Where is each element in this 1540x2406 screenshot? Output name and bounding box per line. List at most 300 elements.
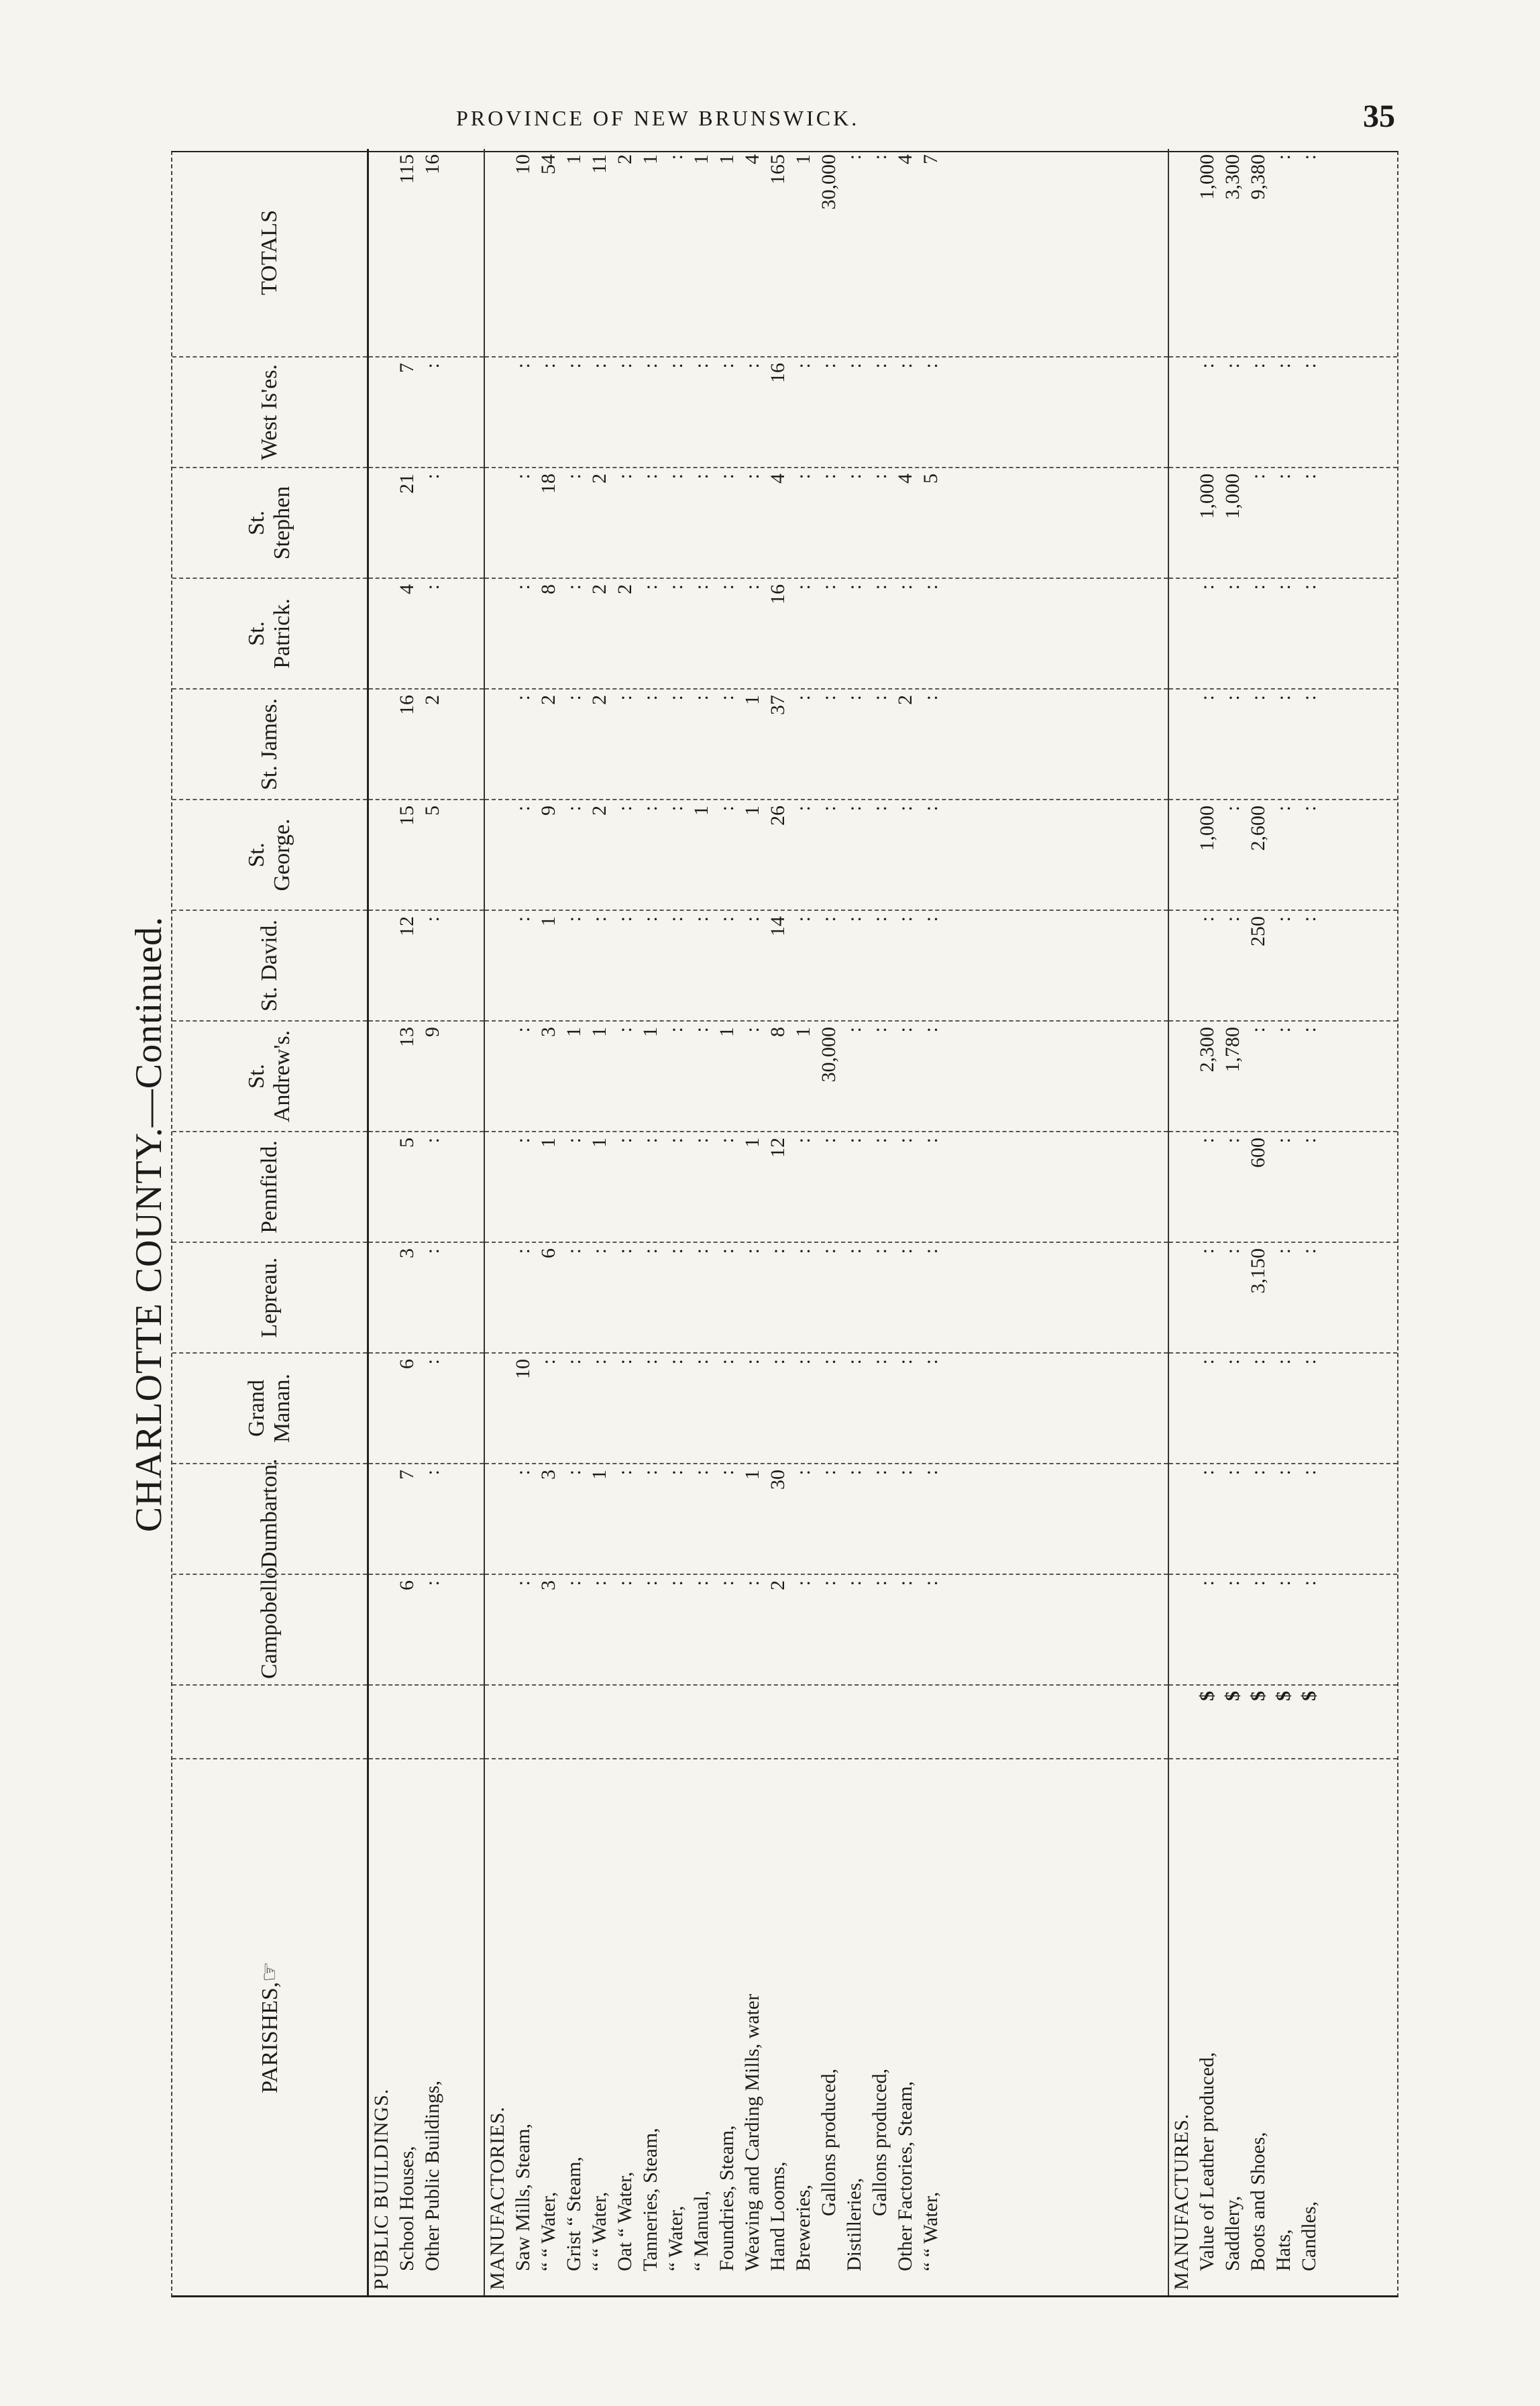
total-value: 1,000: [1196, 154, 1219, 200]
cell-value: :: [421, 1470, 443, 1476]
parish-value-column: [484, 468, 1169, 578]
cell-value: 1: [715, 1027, 738, 1037]
cell-value: :: [613, 474, 636, 480]
cell-value: :: [1221, 1248, 1244, 1254]
cell-value: :: [919, 806, 942, 812]
parish-value-column: [1168, 468, 1397, 578]
cell-value: :: [537, 363, 559, 369]
total-value: :: [868, 154, 891, 160]
column-header-parish: St. Patrick.: [172, 578, 368, 689]
cell-value: :: [664, 695, 687, 701]
column-header-parish: Dumbarton.: [172, 1464, 368, 1574]
parish-value-column: [484, 357, 1169, 468]
cell-value: :: [842, 584, 865, 590]
total-value: 11: [588, 154, 610, 174]
cell-value: 2: [613, 584, 636, 594]
column-header-parish: St. James.: [172, 689, 368, 800]
total-value: 10: [511, 154, 534, 174]
cell-value: 1,780: [1221, 1027, 1244, 1073]
parish-value-column: [1168, 910, 1397, 1021]
row-label: Weaving and Carding Mills, water: [740, 1993, 763, 2271]
cell-value: 26: [766, 806, 789, 826]
cell-value: :: [1298, 1359, 1321, 1365]
cell-value: 1: [639, 1027, 661, 1037]
cell-value: :: [588, 1359, 610, 1365]
cell-value: :: [868, 363, 891, 369]
row-label: Other Public Buildings,: [421, 2080, 443, 2271]
cell-value: :: [511, 806, 534, 812]
cell-value: :: [588, 1580, 610, 1586]
parish-value-column: [484, 1464, 1169, 1574]
cell-value: :: [421, 1359, 443, 1365]
cell-value: :: [1272, 1359, 1295, 1365]
cell-value: :: [421, 916, 443, 922]
cell-value: 6: [537, 1248, 559, 1258]
cell-value: :: [562, 363, 585, 369]
cell-value: :: [715, 474, 738, 480]
cell-value: 37: [766, 695, 789, 715]
cell-value: :: [868, 1359, 891, 1365]
parish-value-column: [368, 1242, 484, 1353]
cell-value: 16: [766, 363, 789, 383]
cell-value: 1: [588, 1470, 610, 1480]
cell-value: :: [1221, 1138, 1244, 1144]
cell-value: :: [715, 1248, 738, 1254]
row-label: Grist “ Steam,: [562, 2156, 585, 2271]
cell-value: :: [639, 695, 661, 701]
dollar-sign: [420, 1691, 445, 1753]
cell-value: :: [639, 1138, 661, 1144]
cell-value: :: [817, 695, 840, 701]
cell-value: :: [919, 363, 942, 369]
parish-value-column: [368, 800, 484, 910]
cell-value: :: [1247, 363, 1270, 369]
row-label: “ “ Water,: [919, 2191, 942, 2271]
cell-value: 250: [1247, 916, 1270, 946]
parish-value-column: [1168, 1242, 1397, 1353]
section-labels: [368, 1759, 484, 2295]
row-label: Saw Mills, Steam,: [511, 2123, 534, 2271]
row-label: Oat “ Water,: [613, 2171, 636, 2271]
cell-value: :: [868, 806, 891, 812]
cell-value: :: [715, 1470, 738, 1476]
cell-value: :: [421, 474, 443, 480]
cell-value: 1: [690, 806, 712, 816]
cell-value: 2: [588, 584, 610, 594]
cell-value: :: [1272, 1248, 1295, 1254]
cell-value: :: [1272, 584, 1295, 590]
cell-value: :: [639, 1248, 661, 1254]
cell-value: 2: [766, 1580, 789, 1590]
cell-value: :: [690, 363, 712, 369]
cell-value: :: [664, 1470, 687, 1476]
cell-value: :: [1221, 916, 1244, 922]
cell-value: :: [791, 1138, 814, 1144]
cell-value: 2: [537, 695, 559, 705]
cell-value: 4: [893, 474, 916, 484]
cell-value: 21: [396, 474, 418, 494]
cell-value: :: [1272, 695, 1295, 701]
cell-value: :: [690, 1027, 712, 1033]
cell-value: :: [791, 1248, 814, 1254]
cell-value: :: [588, 1248, 610, 1254]
cell-value: 1,000: [1196, 474, 1219, 519]
cell-value: :: [1247, 1359, 1270, 1365]
cell-value: :: [715, 584, 738, 590]
cell-value: :: [421, 1248, 443, 1254]
cell-value: :: [690, 474, 712, 480]
cell-value: :: [613, 1248, 636, 1254]
cell-value: :: [842, 916, 865, 922]
cell-value: :: [893, 1027, 916, 1033]
column-header-totals: TOTALS: [172, 149, 368, 357]
cell-value: :: [791, 1470, 814, 1476]
parish-value-column: [484, 1242, 1169, 1353]
cell-value: 30: [766, 1470, 789, 1490]
cell-value: :: [791, 806, 814, 812]
parish-value-column: [484, 800, 1169, 910]
cell-value: :: [537, 1359, 559, 1365]
cell-value: :: [613, 695, 636, 701]
total-value: 1: [639, 154, 661, 164]
cell-value: :: [893, 584, 916, 590]
parish-value-column: [368, 357, 484, 468]
cell-value: 2: [588, 806, 610, 816]
section-band: [484, 149, 1169, 2295]
cell-value: :: [613, 1027, 636, 1033]
cell-value: :: [817, 1359, 840, 1365]
census-table-wrapper: [171, 151, 1398, 2297]
cell-value: :: [740, 1027, 763, 1033]
section-band: [368, 149, 484, 2295]
parish-value-column: [484, 1353, 1169, 1464]
total-value: 16: [421, 154, 443, 174]
total-value: 30,000: [817, 154, 840, 210]
cell-value: :: [1272, 363, 1295, 369]
parish-value-column: [368, 1132, 484, 1242]
cell-value: :: [1221, 1470, 1244, 1476]
cell-value: :: [868, 1027, 891, 1033]
cell-value: 2: [421, 695, 443, 705]
column-header-parish: West Is'es.: [172, 357, 368, 468]
cell-value: :: [639, 363, 661, 369]
cell-value: 9: [537, 806, 559, 816]
cell-value: 2: [893, 695, 916, 705]
cell-value: :: [613, 1359, 636, 1365]
row-label: Candles,: [1298, 2201, 1321, 2271]
total-value: 1: [791, 154, 814, 164]
cell-value: :: [613, 916, 636, 922]
cell-value: :: [919, 584, 942, 590]
cell-value: :: [1298, 1470, 1321, 1476]
row-label: Saddlery,: [1221, 2195, 1244, 2271]
cell-value: 3: [537, 1580, 559, 1590]
cell-value: 7: [396, 363, 418, 373]
cell-value: :: [1247, 1470, 1270, 1476]
cell-value: 13: [396, 1027, 418, 1047]
cell-value: 3,150: [1247, 1248, 1270, 1294]
cell-value: :: [1298, 695, 1321, 701]
total-value: 4: [740, 154, 763, 164]
parish-value-column: [484, 1574, 1169, 1685]
cell-value: :: [1196, 1580, 1219, 1586]
column-header-parish: Campobello.: [172, 1574, 368, 1685]
cell-value: :: [690, 916, 712, 922]
cell-value: :: [562, 1580, 585, 1586]
cell-value: :: [511, 363, 534, 369]
row-label: Value of Leather produced,: [1196, 2052, 1219, 2271]
cell-value: 1: [740, 1470, 763, 1480]
cell-value: :: [1196, 1248, 1219, 1254]
cell-value: :: [893, 1248, 916, 1254]
cell-value: 1,000: [1196, 806, 1219, 851]
cell-value: :: [639, 916, 661, 922]
column-header-parish: St. Stephen: [172, 468, 368, 578]
cell-value: :: [664, 1138, 687, 1144]
cell-value: :: [893, 363, 916, 369]
cell-value: :: [421, 1138, 443, 1144]
totals-column: [484, 149, 1169, 357]
row-label: Foundries, Steam,: [715, 2125, 738, 2271]
cell-value: :: [842, 1359, 865, 1365]
cell-value: :: [791, 1359, 814, 1365]
cell-value: :: [1221, 363, 1244, 369]
cell-value: :: [562, 1138, 585, 1144]
row-label: Gallons produced,: [868, 2069, 891, 2216]
cell-value: :: [1298, 916, 1321, 922]
cell-value: :: [740, 363, 763, 369]
dollar-sign-column: [484, 1685, 1169, 1759]
cell-value: :: [1298, 474, 1321, 480]
cell-value: :: [868, 584, 891, 590]
dollar-sign-column: [368, 1685, 484, 1759]
cell-value: :: [919, 1138, 942, 1144]
cell-value: :: [893, 1138, 916, 1144]
cell-value: :: [919, 916, 942, 922]
cell-value: 1: [740, 695, 763, 705]
dollar-sign: $: [1221, 1691, 1244, 1701]
cell-value: :: [511, 916, 534, 922]
column-header-parish: Lepreau.: [172, 1242, 368, 1353]
cell-value: :: [868, 1580, 891, 1586]
total-value: 3,300: [1221, 154, 1244, 200]
cell-value: 9: [421, 1027, 443, 1037]
cell-value: :: [639, 806, 661, 812]
column-header-parish: Grand Manan.: [172, 1353, 368, 1464]
section-heading: MANUFACTORIES.: [486, 2106, 508, 2290]
cell-value: :: [664, 1580, 687, 1586]
row-label: Hats,: [1272, 2229, 1295, 2271]
cell-value: 12: [766, 1138, 789, 1158]
cell-value: :: [817, 806, 840, 812]
cell-value: :: [1221, 584, 1244, 590]
cell-value: 6: [396, 1359, 418, 1369]
cell-value: 8: [537, 584, 559, 594]
cell-value: :: [817, 1470, 840, 1476]
cell-value: :: [613, 1138, 636, 1144]
cell-value: 30,000: [817, 1027, 840, 1083]
cell-value: :: [690, 584, 712, 590]
column-header-parish: St. Andrew's.: [172, 1021, 368, 1132]
cell-value: :: [740, 1580, 763, 1586]
parish-value-column: [368, 689, 484, 800]
cell-value: :: [817, 1580, 840, 1586]
cell-value: :: [1298, 806, 1321, 812]
cell-value: :: [817, 1248, 840, 1254]
parish-value-column: [368, 910, 484, 1021]
cell-value: 2,600: [1247, 806, 1270, 851]
section-band: [1168, 149, 1397, 2295]
cell-value: :: [919, 1359, 942, 1365]
cell-value: :: [511, 1470, 534, 1476]
total-value: 4: [893, 154, 916, 164]
cell-value: :: [791, 363, 814, 369]
cell-value: :: [791, 695, 814, 701]
cell-value: 14: [766, 916, 789, 936]
cell-value: 1: [740, 1138, 763, 1148]
cell-value: :: [868, 916, 891, 922]
cell-value: :: [842, 474, 865, 480]
cell-value: 1: [791, 1027, 814, 1037]
cell-value: :: [1272, 1580, 1295, 1586]
cell-value: :: [893, 916, 916, 922]
totals-column: [368, 149, 484, 357]
header-row: [172, 149, 368, 2295]
cell-value: :: [1298, 1027, 1321, 1033]
cell-value: :: [613, 1580, 636, 1586]
cell-value: :: [639, 474, 661, 480]
total-value: 54: [537, 154, 559, 174]
total-value: :: [664, 154, 687, 160]
parish-value-column: [368, 468, 484, 578]
cell-value: :: [1196, 916, 1219, 922]
cell-value: :: [715, 695, 738, 701]
section-heading: MANUFACTURES.: [1170, 2113, 1193, 2290]
dollar-sign: [510, 1691, 536, 1753]
cell-value: 1: [537, 1138, 559, 1148]
dollar-sign: [816, 1691, 842, 1753]
cell-value: :: [791, 916, 814, 922]
cell-value: :: [842, 695, 865, 701]
dollar-sign: [714, 1691, 740, 1753]
dollar-sign: [740, 1691, 765, 1753]
parish-value-column: [1168, 1132, 1397, 1242]
cell-value: :: [791, 474, 814, 480]
cell-value: :: [868, 1470, 891, 1476]
cell-value: :: [690, 1248, 712, 1254]
cell-value: :: [868, 695, 891, 701]
cell-value: 1: [562, 1027, 585, 1037]
cell-value: :: [868, 1138, 891, 1144]
parish-value-column: [368, 1021, 484, 1132]
dollar-sign: [867, 1691, 893, 1753]
cell-value: :: [1196, 1138, 1219, 1144]
dollar-sign: $: [1272, 1691, 1295, 1701]
cell-value: :: [588, 916, 610, 922]
cell-value: :: [1247, 474, 1270, 480]
cell-value: :: [842, 1470, 865, 1476]
total-value: :: [1298, 154, 1321, 160]
cell-value: :: [1247, 695, 1270, 701]
cell-value: :: [1247, 1580, 1270, 1586]
cell-value: :: [664, 584, 687, 590]
cell-value: :: [421, 1580, 443, 1586]
cell-value: 5: [396, 1138, 418, 1148]
section-labels: [484, 1759, 1169, 2295]
cell-value: 7: [396, 1470, 418, 1480]
cell-value: :: [562, 1359, 585, 1365]
cell-value: 1: [537, 916, 559, 926]
cell-value: :: [1298, 1580, 1321, 1586]
cell-value: :: [639, 584, 661, 590]
parish-value-column: [484, 1021, 1169, 1132]
total-value: 2: [613, 154, 636, 164]
cell-value: :: [588, 363, 610, 369]
cell-value: :: [766, 1248, 789, 1254]
total-value: 7: [919, 154, 942, 164]
cell-value: :: [511, 474, 534, 480]
cell-value: :: [664, 1248, 687, 1254]
cell-value: :: [1272, 1470, 1295, 1476]
cell-value: :: [664, 1027, 687, 1033]
row-label: Tanneries, Steam,: [639, 2128, 661, 2271]
cell-value: :: [791, 1580, 814, 1586]
cell-value: :: [919, 1470, 942, 1476]
cell-value: :: [1221, 806, 1244, 812]
cell-value: :: [690, 1580, 712, 1586]
row-label: Hand Looms,: [766, 2161, 789, 2271]
cell-value: :: [690, 695, 712, 701]
parish-value-column: [1168, 578, 1397, 689]
cell-value: :: [893, 1359, 916, 1365]
cell-value: :: [715, 1580, 738, 1586]
cell-value: :: [919, 1580, 942, 1586]
section-heading: PUBLIC BUILDINGS.: [370, 2088, 392, 2290]
cell-value: 8: [766, 1027, 789, 1037]
cell-value: :: [421, 363, 443, 369]
cell-value: :: [1272, 1027, 1295, 1033]
cell-value: 1: [740, 806, 763, 816]
parish-value-column: [484, 910, 1169, 1021]
cell-value: :: [511, 1138, 534, 1144]
cell-value: :: [690, 1359, 712, 1365]
page-header: [107, 99, 1395, 145]
cell-value: :: [740, 1359, 763, 1365]
cell-value: 1,000: [1221, 474, 1244, 519]
row-label: “ “ Water,: [537, 2191, 559, 2271]
cell-value: :: [1196, 584, 1219, 590]
cell-value: :: [842, 1138, 865, 1144]
row-label: Boots and Shoes,: [1247, 2132, 1270, 2271]
cell-value: :: [690, 1470, 712, 1476]
cell-value: :: [842, 1248, 865, 1254]
cell-value: :: [421, 584, 443, 590]
cell-value: :: [613, 1470, 636, 1476]
column-header-parish: St. David.: [172, 910, 368, 1021]
row-label: Other Factories, Steam,: [893, 2081, 916, 2271]
cell-value: :: [817, 474, 840, 480]
cell-value: :: [1196, 1359, 1219, 1365]
cell-value: :: [613, 806, 636, 812]
parish-value-column: [1168, 1574, 1397, 1685]
cell-value: 16: [396, 695, 418, 715]
cell-value: :: [1298, 1248, 1321, 1254]
parish-value-column: [368, 1353, 484, 1464]
cell-value: :: [1272, 806, 1295, 812]
cell-value: :: [740, 474, 763, 480]
cell-value: :: [817, 916, 840, 922]
dollar-sign: [561, 1691, 587, 1753]
